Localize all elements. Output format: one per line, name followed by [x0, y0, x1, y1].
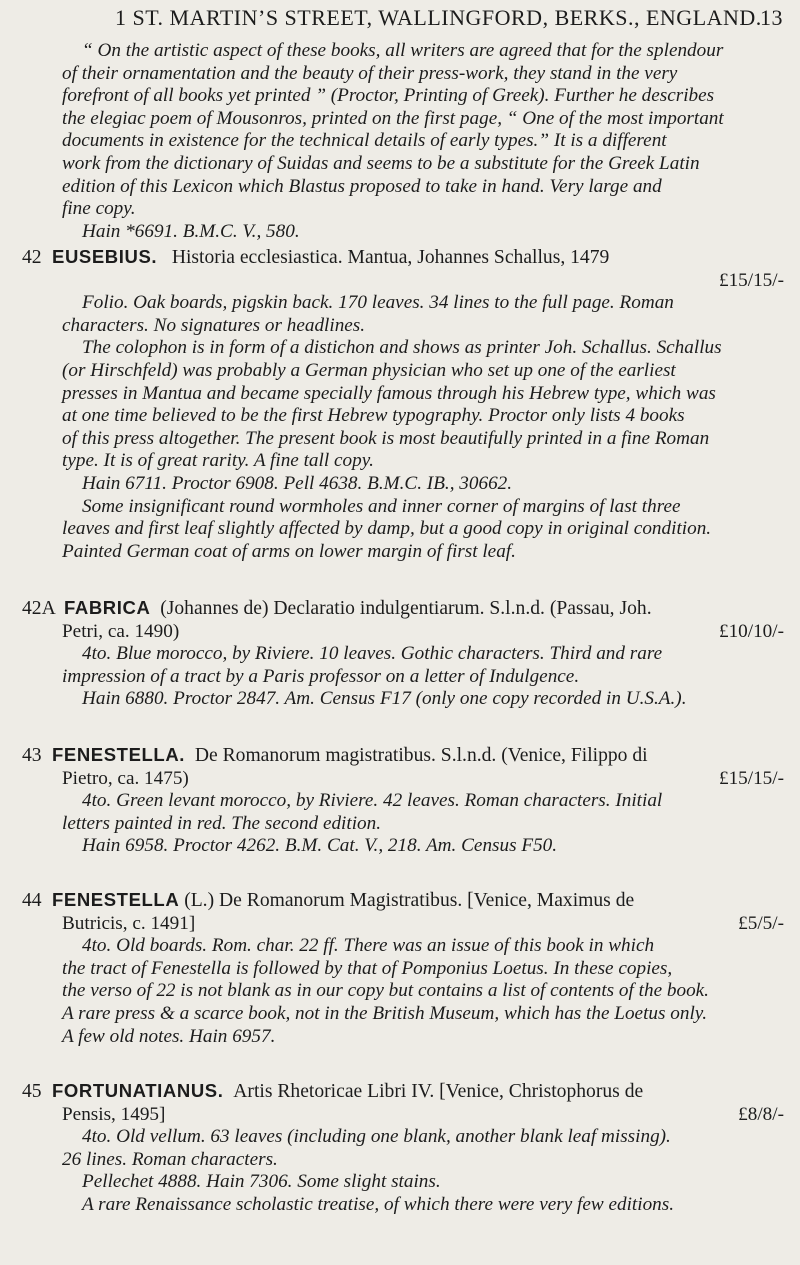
- entry-heading-cont: Butricis, c. 1491]: [62, 912, 196, 934]
- entry-heading: [22, 889, 784, 913]
- intro-line: forefront of all books yet printed ” (Proctor, Printing of Greek). Further he describes: [62, 85, 715, 107]
- intro-line: of their ornamentation and the beauty of their press-work, they stand in the very: [62, 62, 678, 84]
- entry-desc-line: presses in Mantua and became specially famous through his Hebrew type, which was: [62, 382, 716, 404]
- entry-price: £15/15/-: [718, 767, 784, 789]
- entry-reference: Hain 6711. Proctor 6908. Pell 4638. B.M.C. IB., 30662.: [82, 472, 513, 494]
- entry-reference: Hain 6958. Proctor 4262. B.M. Cat. V., 218. Am. Census F50.: [82, 835, 558, 857]
- entry-heading: [22, 1080, 784, 1104]
- entry-number: 43: [22, 745, 42, 766]
- entry-desc-line: Folio. Oak boards, pigskin back. 170 leaves. 34 lines to the full page. Roman: [82, 292, 674, 314]
- entry-heading-text: Historia ecclesiastica. Mantua, Johannes Schallus, 1479: [171, 247, 610, 268]
- entry-desc-line: The colophon is in form of a distichon and shows as printer Joh. Schallus. Schallus: [82, 337, 722, 359]
- entry-desc-line: 4to. Blue morocco, by Riviere. 10 leaves. Gothic characters. Third and rare: [82, 643, 663, 665]
- intro-line: fine copy.: [62, 198, 136, 220]
- entry-number: 42A: [22, 598, 56, 619]
- entry-title: FENESTELLA: [52, 889, 180, 910]
- entry-heading-cont: Petri, ca. 1490): [62, 620, 180, 642]
- entry-desc-line: Painted German coat of arms on lower margin of first leaf.: [62, 540, 516, 562]
- entry-number: 44: [22, 890, 42, 911]
- catalogue-entry: [22, 246, 784, 563]
- entry-number: 45: [22, 1081, 42, 1102]
- entry-desc-line: Some insignificant round wormholes and inner corner of margins of last three: [82, 495, 681, 517]
- entry-price-row: [62, 270, 784, 293]
- entry-desc-line: at one time believed to be the first Hebrew typography. Proctor only lists 4 books: [62, 405, 685, 427]
- entry-desc-line: 4to. Green levant morocco, by Riviere. 42 leaves. Roman characters. Initial: [82, 790, 663, 812]
- entry-price: £8/8/-: [738, 1103, 784, 1125]
- entry-desc-line: 4to. Old boards. Rom. char. 22 ff. There was an issue of this book in which: [82, 935, 655, 957]
- entry-desc-line: (or Hirschfeld) was probably a German physician who set up one of the earliest: [62, 359, 676, 381]
- intro-line: “ On the artistic aspect of these books, all writers are agreed that for the splendour: [82, 40, 724, 61]
- entry-heading: [22, 744, 784, 768]
- entry-number: 42: [22, 247, 42, 268]
- entry-heading-cont: Pensis, 1495]: [62, 1103, 166, 1125]
- catalogue-entry: [22, 597, 784, 711]
- catalogue-entry: [22, 1080, 784, 1217]
- entry-title: EUSEBIUS.: [52, 246, 158, 267]
- intro-reference: Hain *6691. B.M.C. V., 580.: [82, 220, 300, 242]
- intro-line: work from the dictionary of Suidas and seems to be a substitute for the Greek Latin: [62, 152, 700, 174]
- entry-desc-line: the verso of 22 is not blank as in our copy but contains a list of contents of the book.: [62, 980, 709, 1002]
- page-header: [115, 5, 783, 31]
- entry-desc-line: impression of a tract by a Paris professor on a letter of Indulgence.: [62, 665, 580, 687]
- catalogue-entry: [22, 889, 784, 1048]
- entry-desc-line: 26 lines. Roman characters.: [62, 1148, 278, 1170]
- entry-price: £5/5/-: [738, 912, 784, 934]
- catalogue-entry: [22, 744, 784, 858]
- entry-heading-cont: Pietro, ca. 1475): [62, 767, 189, 789]
- entry-desc-line: leaves and first leaf slightly affected by damp, but a good copy in original condition.: [62, 518, 712, 540]
- entry-title: FABRICA: [64, 597, 151, 618]
- entry-reference: Hain 6880. Proctor 2847. Am. Census F17 (only one copy recorded in U.S.A.).: [82, 688, 687, 710]
- entry-desc-line: A few old notes. Hain 6957.: [62, 1025, 276, 1047]
- entry-title: FORTUNATIANUS.: [52, 1080, 224, 1101]
- entry-price-row: [62, 913, 784, 936]
- entry-price-row: [62, 768, 784, 791]
- entry-price: £15/15/-: [718, 269, 784, 291]
- entry-desc-line: type. It is of great rarity. A fine tall copy.: [62, 450, 374, 472]
- entry-title: FENESTELLA.: [52, 744, 186, 765]
- entry-heading: [22, 246, 784, 270]
- entry-heading-text: Artis Rhetoricae Libri IV. [Venice, Christophorus de: [233, 1081, 644, 1102]
- entry-desc-line: letters painted in red. The second edition.: [62, 812, 382, 834]
- header-address: 1 ST. MARTIN’S STREET, WALLINGFORD, BERKS., ENGLAND.: [115, 5, 762, 30]
- entry-desc-line: 4to. Old vellum. 63 leaves (including one blank, another blank leaf missing).: [82, 1126, 671, 1148]
- entry-price-row: [62, 621, 784, 644]
- entry-heading-text: (L.) De Romanorum Magistratibus. [Venice, Maximus de: [184, 890, 635, 911]
- page-number: 13: [760, 5, 783, 30]
- entry-price: £10/10/-: [718, 620, 784, 642]
- entry-desc-line: characters. No signatures or headlines.: [62, 314, 366, 336]
- intro-line: the elegiac poem of Mousonros, printed on the first page, “ One of the most important: [62, 107, 724, 129]
- entry-heading-text: (Johannes de) Declaratio indulgentiarum. S.l.n.d. (Passau, Joh.: [160, 598, 652, 619]
- entry-heading: [22, 597, 784, 621]
- entry-desc-line: A rare press & a scarce book, not in the British Museum, which has the Loetus only.: [62, 1002, 708, 1024]
- entry-reference: Pellechet 4888. Hain 7306. Some slight stains.: [82, 1171, 441, 1193]
- intro-paragraph: [62, 40, 784, 243]
- entry-desc-line: of this press altogether. The present book is most beautifully printed in a fine Roman: [62, 427, 710, 449]
- intro-line: documents in existence for the technical details of early types.” It is a different: [62, 130, 667, 152]
- intro-line: edition of this Lexicon which Blastus proposed to take in hand. Very large and: [62, 175, 662, 197]
- entry-desc-line: A rare Renaissance scholastic treatise, of which there were very few editions.: [82, 1193, 675, 1215]
- entry-price-row: [62, 1104, 784, 1127]
- entry-desc-line: the tract of Fenestella is followed by that of Pomponius Loetus. In these copies,: [62, 957, 673, 979]
- entry-heading-text: De Romanorum magistratibus. S.l.n.d. (Venice, Filippo di: [194, 745, 648, 766]
